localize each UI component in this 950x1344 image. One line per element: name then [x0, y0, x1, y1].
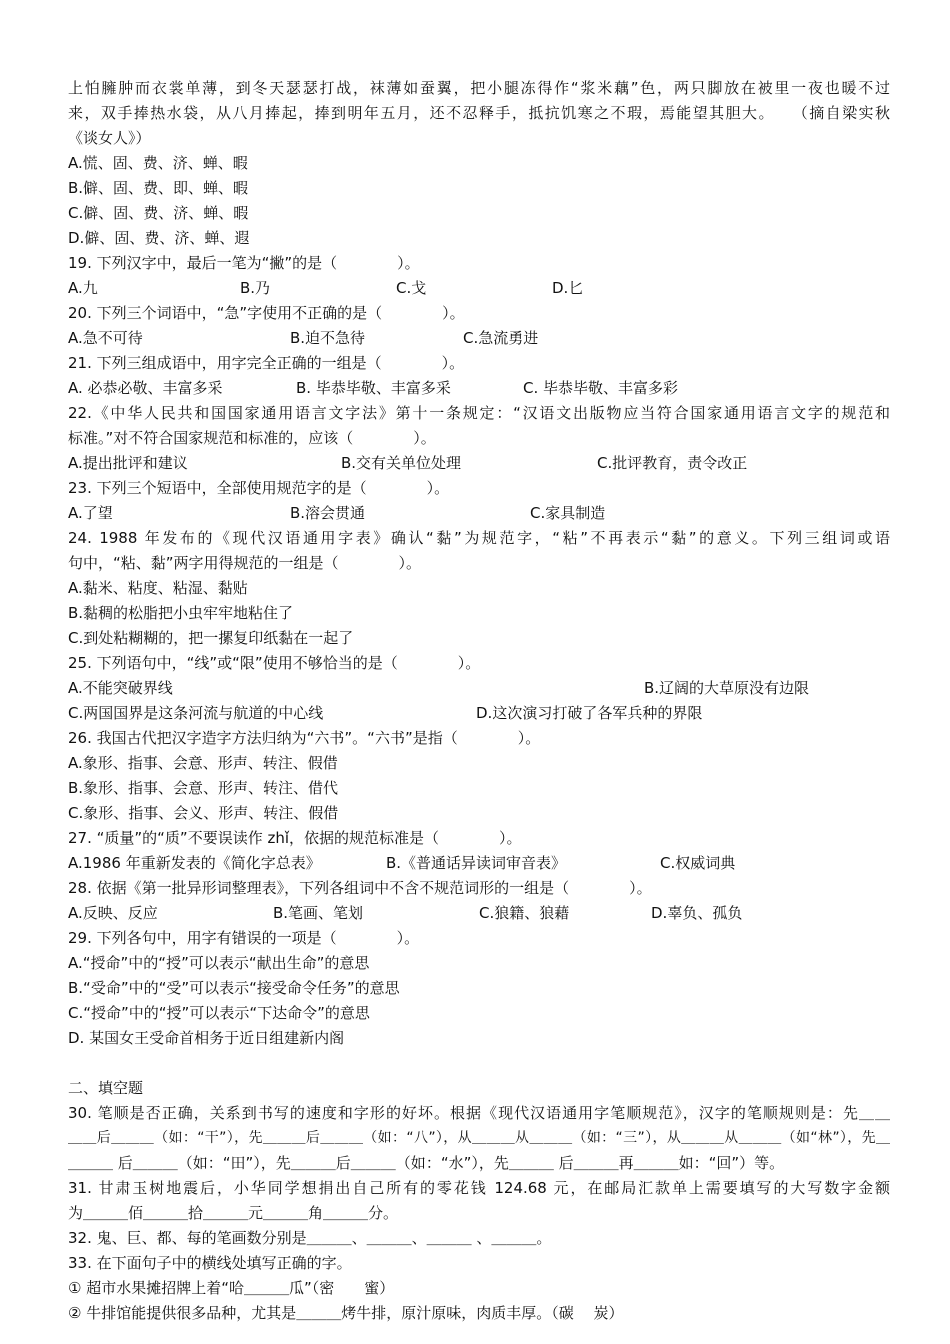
q18-option-a: A.慌、固、费、济、蝉、暇 — [68, 154, 248, 172]
q23-option-a: A.了望 — [68, 504, 113, 522]
q18-option-c: C.僻、固、费、济、蝉、暇 — [68, 204, 249, 222]
q23-options — [68, 501, 890, 526]
q28-options — [68, 901, 890, 926]
q23-option-c: C.家具制造 — [530, 504, 606, 522]
passage-line-2: 来，双手捧热水袋，从八月捧起，捧到明年五月，还不忍释手，抵抗饥寒之不瑕，焉能望其胆大。 （摘自梁实秋 — [68, 104, 890, 122]
q25-options-row-1 — [68, 676, 890, 701]
q18-option-b: B.僻、固、费、即、蝉、暇 — [68, 179, 249, 197]
q21-stem: 21. 下列三组成语中，用字完全正确的一组是（ ）。 — [68, 354, 465, 372]
q19-stem: 19. 下列汉字中，最后一笔为“撇”的是（ ）。 — [68, 254, 420, 272]
q20-option-b: B.迫不急待 — [290, 329, 366, 347]
q18-option-d: D.僻、固、费、济、蝉、遐 — [68, 229, 250, 247]
q20-options — [68, 326, 890, 351]
q20-option-c: C.急流勇进 — [463, 329, 539, 347]
q27-option-c: C.权威词典 — [660, 854, 736, 872]
q27-option-b: B.《普通话异读词审音表》 — [386, 854, 567, 872]
q26-option-c: C.象形、指事、会义、形声、转注、假借 — [68, 804, 339, 822]
q25-option-d: D.这次演习打破了各军兵种的界限 — [476, 704, 703, 722]
q24-option-c: C.到处粘糊糊的，把一摞复印纸黏在一起了 — [68, 629, 354, 647]
q32-stem: 32. 鬼、巨、都、每的笔画数分别是＿＿＿、＿＿＿、＿＿＿ 、＿＿＿。 — [68, 1229, 552, 1247]
q28-option-c: C.狼籍、狼藉 — [479, 904, 570, 922]
q27-options — [68, 851, 890, 876]
q33-stem: 33. 在下面句子中的横线处填写正确的字。 — [68, 1254, 352, 1272]
q22-option-c: C.批评教育，责令改正 — [597, 454, 748, 472]
q24-option-a: A.黏米、粘度、粘湿、黏贴 — [68, 579, 248, 597]
q22-option-b: B.交有关单位处理 — [341, 454, 462, 472]
q29-option-c: C.“授命”中的“授”可以表示“下达命令”的意思 — [68, 1004, 370, 1022]
q28-option-d: D.辜负、孤负 — [651, 904, 743, 922]
q29-option-a: A.“授命”中的“授”可以表示“献出生命”的意思 — [68, 954, 370, 972]
q33-item-2: ② 牛排馆能提供很多品种，尤其是＿＿＿烤牛排，原汁原味，肉质丰厚。（碳 炭） — [68, 1304, 624, 1322]
q28-stem: 28. 依据《第一批异形词整理表》，下列各组词中不含不规范词形的一组是（ ）。 — [68, 879, 652, 897]
q23-option-b: B.溶会贯通 — [290, 504, 366, 522]
q22-options — [68, 451, 890, 476]
q29-option-d: D. 某国女王受命首相务于近日组建新内阁 — [68, 1029, 345, 1047]
q31-line-1: 31. 甘肃玉树地震后，小华同学想捐出自己所有的零花钱 124.68 元，在邮局汇款单上需要填写的大写数字金额 — [68, 1179, 890, 1197]
q21-option-a: A. 必恭必敬、丰富多采 — [68, 379, 223, 397]
q19-option-b: B.乃 — [240, 279, 271, 297]
q26-stem: 26. 我国古代把汉字造字方法归纳为“六书”。“六书”是指（ ）。 — [68, 729, 541, 747]
q30-line-3: ＿＿＿ 后＿＿＿（如：“田”），先＿＿＿后＿＿＿（如：“水”），先＿＿＿ 后＿＿＿再＿＿＿如：“回”）等。 — [68, 1154, 785, 1172]
passage-source: 《谈女人》） — [68, 129, 151, 147]
q19-options — [68, 276, 890, 301]
q25-option-b: B.辽阔的大草原没有边限 — [644, 679, 810, 697]
q28-option-a: A.反映、反应 — [68, 904, 158, 922]
section-heading-fill-in: 二、填空题 — [68, 1079, 144, 1097]
q20-option-a: A.急不可待 — [68, 329, 143, 347]
q28-option-b: B.笔画、笔划 — [273, 904, 364, 922]
q24-option-b: B.黏稠的松脂把小虫牢牢地粘住了 — [68, 604, 294, 622]
q21-options — [68, 376, 890, 401]
q22-option-a: A.提出批评和建议 — [68, 454, 188, 472]
q29-option-b: B.“受命”中的“受”可以表示“接受命令任务”的意思 — [68, 979, 400, 997]
q31-line-2: 为＿＿＿佰＿＿＿拾＿＿＿元＿＿＿角＿＿＿分。 — [68, 1204, 399, 1222]
q27-option-a: A.1986 年重新发表的《简化字总表》 — [68, 854, 321, 872]
q21-option-c: C. 毕恭毕敬、丰富多彩 — [523, 379, 679, 397]
passage-line-1: 上怕臃肿而衣裳单薄，到冬天瑟瑟打战，袜薄如蚕翼，把小腿冻得作“浆米藕”色，两只脚放在被里一夜也暖不过 — [68, 79, 890, 97]
q19-option-c: C.戈 — [396, 279, 427, 297]
q25-option-a: A.不能突破界线 — [68, 679, 173, 697]
q22-stem-line-1: 22.《中华人民共和国国家通用语言文字法》第十一条规定：“汉语文出版物应当符合国家通用语言文字的规范和 — [68, 404, 890, 422]
q29-stem: 29. 下列各句中，用字有错误的一项是（ ）。 — [68, 929, 420, 947]
q25-stem: 25. 下列语句中，“线”或“限”使用不够恰当的是（ ）。 — [68, 654, 481, 672]
q19-option-d: D.匕 — [552, 279, 584, 297]
q33-item-1: ① 超市水果摊招牌上着“哈＿＿＿瓜”（密 蜜） — [68, 1279, 395, 1297]
q25-options-row-2 — [68, 701, 890, 726]
q26-option-b: B.象形、指事、会意、形声、转注、借代 — [68, 779, 339, 797]
q30-line-1: 30. 笔顺是否正确，关系到书写的速度和字形的好坏。根据《现代汉语通用字笔顺规范》，汉字的笔顺规则是：先＿＿ — [68, 1104, 890, 1122]
q30-line-2: ＿＿后＿＿＿（如：“干”），先＿＿＿后＿＿＿（如：“八”），从＿＿＿从＿＿＿（如：“三”），从＿＿＿从＿＿＿（如“林”），先＿ — [68, 1130, 890, 1146]
q25-option-c: C.两国国界是这条河流与航道的中心线 — [68, 704, 324, 722]
q21-option-b: B. 毕恭毕敬、丰富多采 — [296, 379, 451, 397]
q23-stem: 23. 下列三个短语中，全部使用规范字的是（ ）。 — [68, 479, 450, 497]
q20-stem: 20. 下列三个词语中，“急”字使用不正确的是（ ）。 — [68, 304, 465, 322]
q27-stem: 27. “质量”的“质”不要误读作 zhǐ，依据的规范标准是（ ）。 — [68, 829, 522, 847]
q19-option-a: A.九 — [68, 279, 98, 297]
q24-stem-line-1: 24. 1988 年发布的《现代汉语通用字表》确认“黏”为规范字，“粘”不再表示“黏”的意义。下列三组词或语 — [68, 529, 890, 547]
q24-stem-line-2: 句中，“粘、黏”两字用得规范的一组是（ ）。 — [68, 554, 422, 572]
q26-option-a: A.象形、指事、会意、形声、转注、假借 — [68, 754, 338, 772]
q22-stem-line-2: 标准。”对不符合国家规范和标准的，应该（ ）。 — [68, 429, 436, 447]
